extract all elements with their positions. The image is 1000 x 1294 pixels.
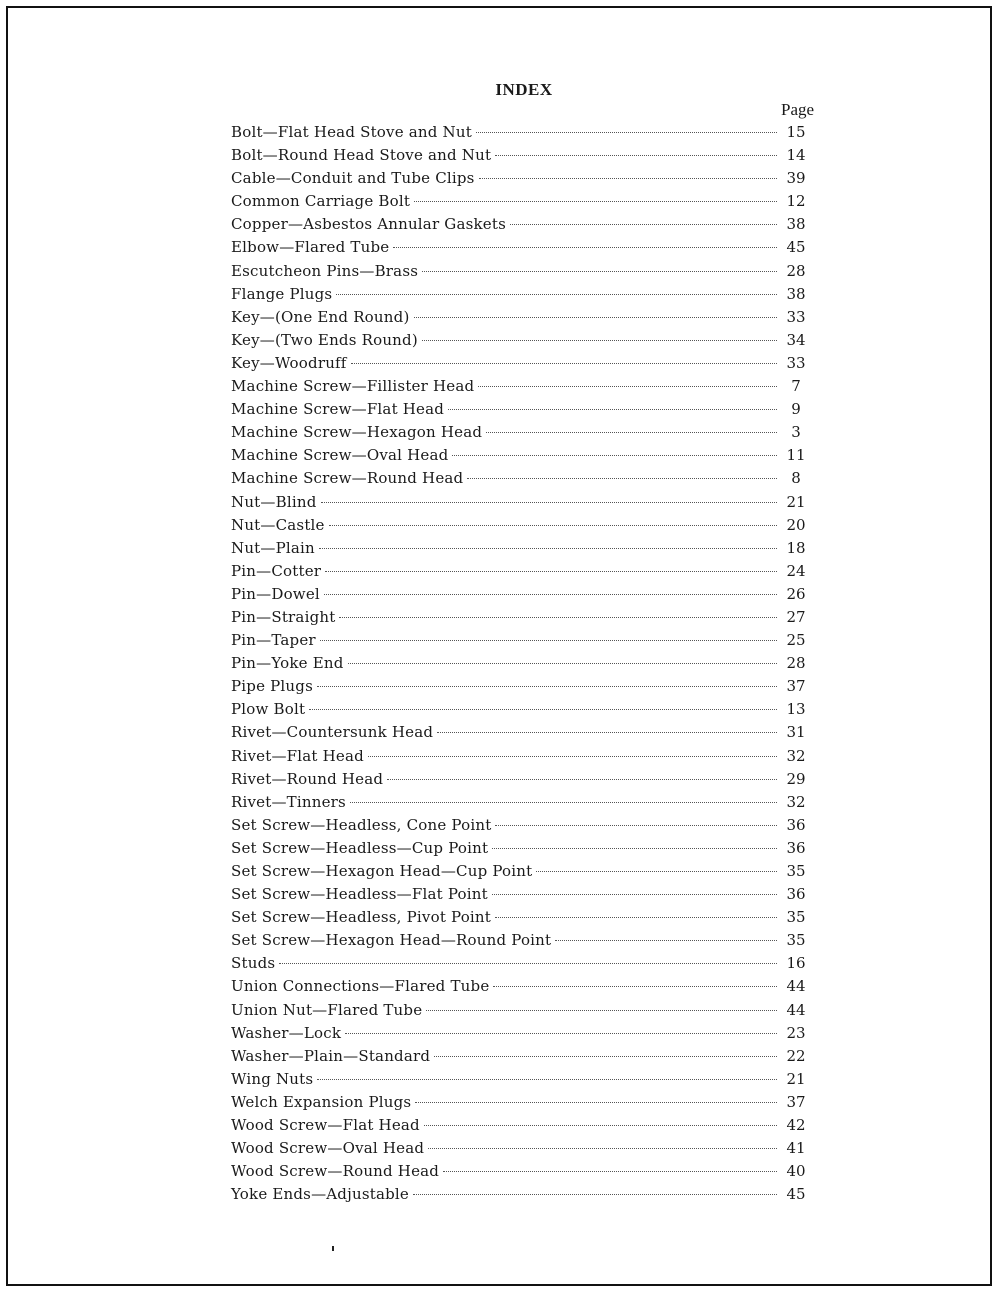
dot-leader <box>510 223 777 225</box>
entry-label: Bolt—Flat Head Stove and Nut <box>231 123 472 141</box>
index-entry <box>231 721 811 744</box>
index-entry <box>231 329 811 352</box>
index-entry <box>231 352 811 375</box>
index-entry <box>231 167 811 190</box>
entry-label: Machine Screw—Fillister Head <box>231 377 475 396</box>
dot-leader <box>495 824 777 826</box>
dot-leader <box>414 200 777 202</box>
index-entry <box>231 675 811 698</box>
entry-label: Plow Bolt <box>231 700 306 719</box>
dot-leader <box>387 778 777 780</box>
entry-label: Rivet—Flat Head <box>231 746 364 765</box>
index-entry <box>231 768 811 791</box>
entry-page-number: 15 <box>786 123 806 141</box>
index-entry <box>231 814 811 837</box>
index-entry <box>231 283 811 306</box>
entry-page-number: 36 <box>786 815 806 834</box>
dot-leader <box>324 593 777 595</box>
entry-label: Wood Screw—Oval Head <box>231 1139 425 1158</box>
index-entry <box>231 491 811 514</box>
entry-label: Nut—Castle <box>231 515 325 534</box>
entry-page-number: 41 <box>786 1139 806 1158</box>
dot-leader <box>448 408 777 410</box>
entry-page-number: 12 <box>786 192 806 211</box>
index-entry <box>231 1068 811 1091</box>
dot-leader <box>415 1101 777 1103</box>
entry-page-number: 37 <box>786 1092 806 1111</box>
entry-page-number: 35 <box>786 862 806 880</box>
dot-leader <box>393 246 777 248</box>
dot-leader <box>279 962 777 964</box>
index-entry <box>231 1114 811 1137</box>
index-entry <box>231 236 811 259</box>
entry-label: Wing Nuts <box>231 1069 314 1088</box>
index-entry <box>231 652 811 675</box>
dot-leader <box>350 801 777 803</box>
entry-page-number: 13 <box>786 700 806 719</box>
dot-leader <box>495 154 777 156</box>
dot-leader <box>348 662 777 664</box>
dot-leader <box>467 477 777 479</box>
entry-label: Pin—Taper <box>231 631 316 650</box>
entry-page-number: 45 <box>786 1185 806 1204</box>
index-entry <box>231 514 811 537</box>
entry-page-number: 39 <box>786 169 806 188</box>
index-entry <box>231 444 811 467</box>
index-entry <box>231 906 811 929</box>
index-entry <box>231 606 811 629</box>
entry-label: Set Screw—Hexagon Head—Round Point <box>231 931 552 950</box>
dot-leader <box>325 570 777 572</box>
entry-page-number: 24 <box>786 561 806 580</box>
index-entry <box>231 791 811 814</box>
dot-leader <box>339 616 777 618</box>
entry-page-number: 35 <box>786 931 806 950</box>
entry-label: Machine Screw—Flat Head <box>231 400 445 419</box>
index-entry <box>231 952 811 975</box>
entry-label: Studs <box>231 954 276 973</box>
entry-label: Pin—Yoke End <box>231 654 344 673</box>
entry-page-number: 37 <box>786 677 806 696</box>
entry-label: Pin—Dowel <box>231 584 320 603</box>
index-entry <box>231 1045 811 1068</box>
entry-page-number: 7 <box>791 377 801 396</box>
entry-label: Welch Expansion Plugs <box>231 1092 412 1111</box>
index-entry <box>231 537 811 560</box>
index-entry <box>231 375 811 398</box>
dot-leader <box>329 524 777 526</box>
index-entry <box>231 144 811 167</box>
index-entry <box>231 1137 811 1160</box>
dot-leader <box>486 431 777 433</box>
entry-label: Nut—Plain <box>231 538 315 557</box>
entry-label: Escutcheon Pins—Brass <box>231 261 419 280</box>
entry-page-number: 25 <box>786 631 806 650</box>
entry-label: Pin—Cotter <box>231 561 322 580</box>
index-entry <box>231 860 811 883</box>
entry-page-number: 28 <box>786 654 806 673</box>
entry-label: Key—(Two Ends Round) <box>231 330 418 349</box>
dot-leader <box>320 639 777 641</box>
dot-leader <box>492 893 777 895</box>
dot-leader <box>317 1078 777 1080</box>
dot-leader <box>479 177 777 179</box>
index-entry <box>231 1022 811 1045</box>
entry-page-number: 33 <box>786 307 806 326</box>
entry-page-number: 27 <box>786 607 806 626</box>
index-entry <box>231 975 811 998</box>
entry-page-number: 21 <box>786 1069 806 1088</box>
index-entry <box>231 190 811 213</box>
entry-page-number: 8 <box>791 469 801 488</box>
entry-page-number: 21 <box>786 492 806 511</box>
entry-page-number: 16 <box>786 954 806 973</box>
entry-page-number: 26 <box>786 584 806 603</box>
entry-page-number: 36 <box>786 838 806 857</box>
dot-leader <box>437 731 777 733</box>
index-entry <box>231 560 811 583</box>
entry-label: Elbow—Flared Tube <box>231 238 390 257</box>
index-entry <box>231 1183 811 1206</box>
entry-label: Pipe Plugs <box>231 677 313 696</box>
entry-label: Pin—Straight <box>231 607 336 626</box>
dot-leader <box>351 362 777 364</box>
entry-label: Nut—Blind <box>231 492 317 511</box>
entry-label: Set Screw—Headless—Cup Point <box>231 838 489 857</box>
entry-page-number: 44 <box>786 977 806 996</box>
dot-leader <box>345 1032 777 1034</box>
dot-leader <box>422 339 777 341</box>
entry-page-number: 18 <box>786 538 806 557</box>
dot-leader <box>493 985 777 987</box>
index-list <box>231 121 811 1206</box>
entry-label: Bolt—Round Head Stove and Nut <box>231 146 492 165</box>
dot-leader <box>434 1055 777 1057</box>
dot-leader <box>495 916 777 918</box>
entry-page-number: 35 <box>786 908 806 927</box>
index-entry <box>231 398 811 421</box>
dot-leader <box>319 547 777 549</box>
dot-leader <box>309 708 777 710</box>
entry-label: Key—Woodruff <box>231 353 347 372</box>
entry-label: Set Screw—Headless, Pivot Point <box>231 908 492 927</box>
entry-label: Common Carriage Bolt <box>231 192 411 211</box>
dot-leader <box>555 939 777 941</box>
entry-page-number: 38 <box>786 284 806 303</box>
entry-label: Flange Plugs <box>231 284 333 303</box>
index-entry <box>231 1091 811 1114</box>
index-entry <box>231 306 811 329</box>
entry-page-number: 36 <box>786 885 806 904</box>
entry-page-number: 38 <box>786 215 806 234</box>
dot-leader <box>413 1193 777 1195</box>
entry-label: Machine Screw—Oval Head <box>231 446 449 465</box>
dot-leader <box>536 870 777 872</box>
entry-page-number: 34 <box>786 330 806 349</box>
entry-page-number: 31 <box>786 723 806 742</box>
entry-label: Union Nut—Flared Tube <box>231 1000 423 1019</box>
dot-leader <box>321 501 778 503</box>
index-entry <box>231 467 811 490</box>
index-entry <box>231 121 811 144</box>
index-entry <box>231 629 811 652</box>
entry-label: Union Connections—Flared Tube <box>231 977 490 996</box>
index-entry <box>231 999 811 1022</box>
entry-label: Machine Screw—Round Head <box>231 469 464 488</box>
dot-leader <box>426 1009 777 1011</box>
index-entry <box>231 698 811 721</box>
entry-page-number: 40 <box>786 1162 806 1181</box>
dot-leader <box>336 293 777 295</box>
entry-page-number: 20 <box>786 515 806 534</box>
page-column-header: Page <box>781 100 815 119</box>
dot-leader <box>443 1170 777 1172</box>
entry-label: Rivet—Countersunk Head <box>231 723 434 742</box>
entry-label: Washer—Plain—Standard <box>231 1046 431 1065</box>
dot-leader <box>422 270 777 272</box>
entry-page-number: 32 <box>786 746 806 765</box>
index-entry <box>231 883 811 906</box>
dot-leader <box>476 131 777 133</box>
index-entry <box>231 421 811 444</box>
dot-leader <box>492 847 777 849</box>
dot-leader <box>428 1147 777 1149</box>
entry-label: Machine Screw—Hexagon Head <box>231 423 483 442</box>
dot-leader <box>452 454 777 456</box>
entry-page-number: 33 <box>786 353 806 372</box>
index-entry <box>231 583 811 606</box>
entry-page-number: 9 <box>791 400 801 419</box>
entry-label: Set Screw—Hexagon Head—Cup Point <box>231 862 533 880</box>
index-entry <box>231 929 811 952</box>
index-entry <box>231 837 811 860</box>
entry-page-number: 29 <box>786 769 806 788</box>
entry-page-number: 28 <box>786 261 806 280</box>
entry-page-number: 42 <box>786 1116 806 1135</box>
entry-label: Copper—Asbestos Annular Gaskets <box>231 215 506 234</box>
dot-leader <box>414 316 778 318</box>
index-entry <box>231 260 811 283</box>
entry-page-number: 22 <box>786 1046 806 1065</box>
entry-label: Washer—Lock <box>231 1023 342 1042</box>
dot-leader <box>424 1124 777 1126</box>
entry-page-number: 32 <box>786 792 806 811</box>
entry-label: Rivet—Round Head <box>231 769 384 788</box>
entry-page-number: 45 <box>786 238 806 257</box>
entry-label: Set Screw—Headless, Cone Point <box>231 815 492 834</box>
entry-label: Set Screw—Headless—Flat Point <box>231 885 488 904</box>
index-entry <box>231 1160 811 1183</box>
entry-page-number: 3 <box>791 423 801 442</box>
entry-label: Key—(One End Round) <box>231 307 410 326</box>
entry-label: Yoke Ends—Adjustable <box>231 1185 409 1204</box>
index-entry <box>231 745 811 768</box>
entry-page-number: 14 <box>786 146 806 165</box>
entry-page-number: 23 <box>786 1023 806 1042</box>
dot-leader <box>317 685 777 687</box>
entry-page-number: 11 <box>786 446 806 465</box>
page-title: INDEX <box>495 80 553 99</box>
entry-page-number: 44 <box>786 1000 806 1019</box>
entry-label: Cable—Conduit and Tube Clips <box>231 169 475 188</box>
scan-mark <box>332 1246 334 1251</box>
dot-leader <box>478 385 777 387</box>
entry-label: Rivet—Tinners <box>231 792 346 811</box>
entry-label: Wood Screw—Round Head <box>231 1162 440 1181</box>
entry-label: Wood Screw—Flat Head <box>231 1116 420 1135</box>
dot-leader <box>368 755 777 757</box>
index-entry <box>231 213 811 236</box>
